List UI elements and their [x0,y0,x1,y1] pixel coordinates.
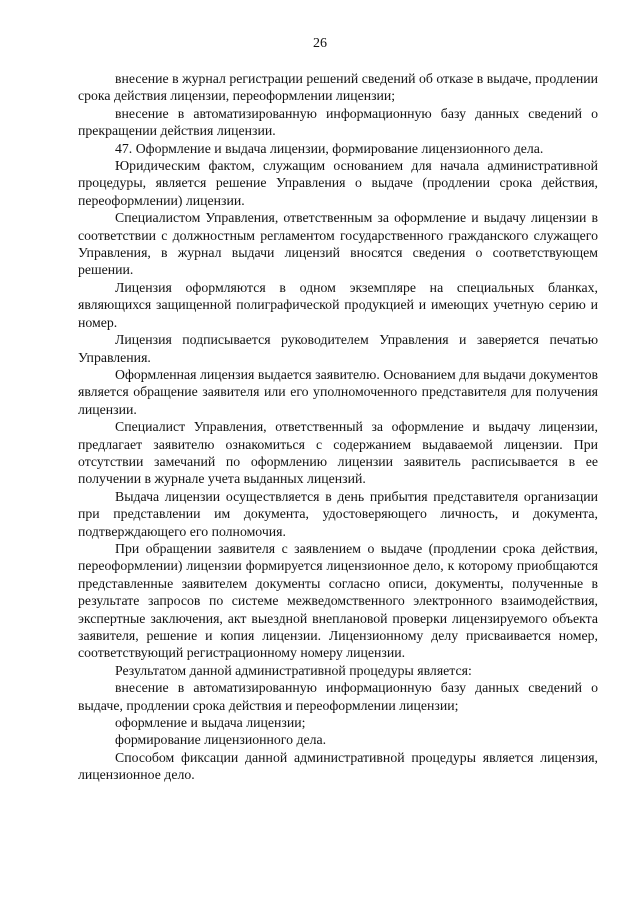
paragraph: Юридическим фактом, служащим основанием для начала административной процедуры, является решение Управления о выдаче (продлении срока действия, переоформлении) лицензии. [78,158,598,208]
paragraph: внесение в автоматизированную информационную базу данных сведений о прекращении действия лицензии. [78,105,598,139]
paragraph: При обращении заявителя с заявлением о выдаче (продлении срока действия, переоформлении) лицензии формируется лицензионное дело, к которому приобщаются представленные заявителем документы согласно описи, документы, полученные в результате запросов по системе межведомственного электронного взаимодействия, экспертные заключения, акт выездной внеплановой проверки лицензируемого объекта заявителя, решение и копия лицензии. Лицензионному делу присваивается номер, соответствующий регистрационному номеру лицензии. [78,540,598,661]
paragraph: Специалист Управления, ответственный за оформление и выдачу лицензии, предлагает заявителю ознакомиться с содержанием выдаваемой лицензии. При отсутствии замечаний по оформлению лицензии заявитель расписывается в ее получении в журнале учета выданных лицензий. [78,419,598,487]
paragraph: Оформленная лицензия выдается заявителю. Основанием для выдачи документов является обращение заявителя или его уполномоченного представителя для получения лицензии. [78,366,598,417]
paragraph: 47. Оформление и выдача лицензии, формирование лицензионного дела. [115,140,544,156]
paragraph: Выдача лицензии осуществляется в день прибытия представителя организации при представлении им документа, удостоверяющего личность, и документа, подтверждающего его полномочия. [78,488,598,539]
document-body [78,70,598,784]
paragraph: Лицензия подписывается руководителем Управления и заверяется печатью Управления. [78,332,598,365]
paragraph: внесение в журнал регистрации решений сведений об отказе в выдаче, продлении срока действия лицензии, переоформлении лицензии; [78,71,599,104]
paragraph: внесение в автоматизированную информационную базу данных сведений о выдаче, продлении срока действия и переоформлении лицензии; [78,680,598,713]
paragraph: Способом фиксации данной административной процедуры является лицензия, лицензионное дело. [78,749,598,783]
page-number: 26 [313,36,327,51]
paragraph: формирование лицензионного дела. [115,732,327,748]
paragraph: Результатом данной административной процедуры является: [115,662,472,678]
paragraph: Лицензия оформляются в одном экземпляре на специальных бланках, являющихся защищенной полиграфической продукцией и имеющих учетную серию и номер. [78,279,598,330]
paragraph: оформление и выдача лицензии; [115,715,306,731]
paragraph: Специалистом Управления, ответственным за оформление и выдачу лицензии в соответствии с должностным регламентом государственного гражданского служащего Управления, в журнал выдачи лицензий вносятся сведения о соответствующем решении. [78,210,598,278]
